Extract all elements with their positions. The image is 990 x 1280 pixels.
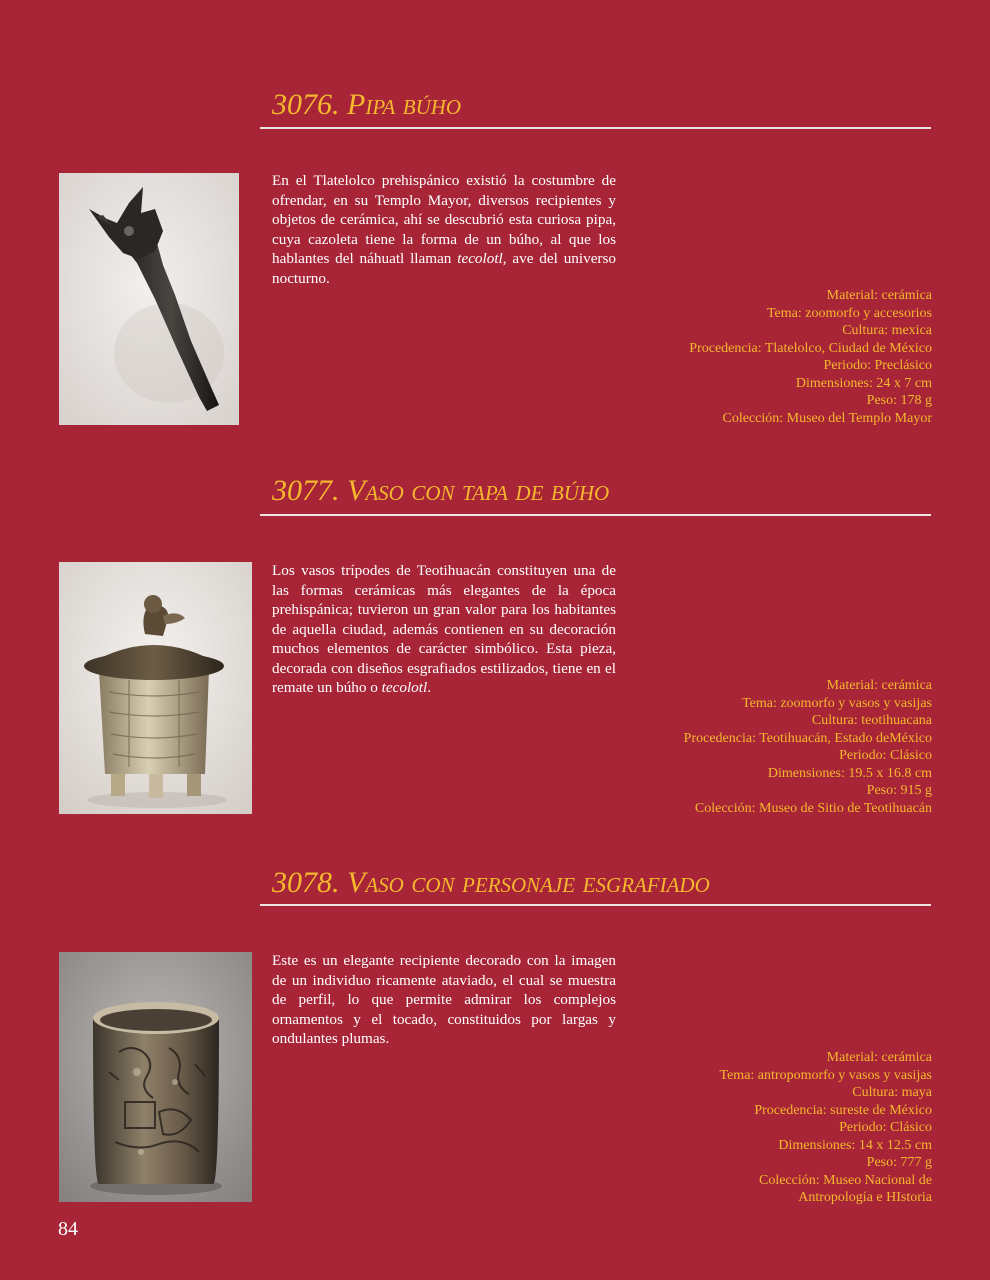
meta-peso: Peso: 915 g: [866, 783, 932, 798]
description-text: Los vasos trípodes de Teotihuacán constituyen una de las formas cerámicas más elegantes de la época prehispánica; tuvieron un gran valor para los habitantes de aquella ciudad, además contienen en su decoración muchos elementos de carácter simbólico. Esta pieza, decorada con diseños esgrafiados estilizados, tiene en el remate un búho o: [272, 562, 616, 696]
description-italic: tecolotl: [457, 250, 503, 267]
meta-periodo: Periodo: Clásico: [839, 1120, 932, 1135]
title-rest: aso con personaje esgrafiado: [365, 866, 710, 899]
entry-title-text: [347, 866, 710, 899]
title-initial: V: [347, 474, 366, 507]
description-text: Este es un elegante recipiente decorado con la imagen de un individuo ricamente ataviado, el cual se muestra de perfil, lo que permite admirar los complejos ornamentos y el tocado, constituidos por largas y ondulantes plumas.: [272, 952, 616, 1047]
entry-number: 3076.: [272, 88, 340, 121]
owl-pipe-image: [59, 173, 239, 425]
meta-cultura: Cultura: teotihuacana: [811, 713, 932, 728]
meta-procedencia: Procedencia: Teotihuacán, Estado deMéxico: [683, 730, 932, 746]
meta-material: Material: cerámica: [826, 288, 932, 303]
meta-material: Material: cerámica: [826, 678, 932, 693]
meta-coleccion: Colección: Museo Nacional de: [758, 1172, 932, 1188]
entry-title: [272, 866, 710, 900]
meta-procedencia: Procedencia: Tlatelolco, Ciudad de México: [689, 340, 932, 356]
entry-title-text: [347, 88, 461, 121]
vessel-photo: [59, 562, 252, 814]
entry-description: [272, 171, 616, 288]
title-rest: aso con tapa de búho: [365, 474, 610, 507]
tripod-vessel-image: [59, 562, 252, 814]
description-text-end: , ave del universo nocturno.: [272, 250, 616, 287]
meta-peso: Peso: 777 g: [866, 1155, 932, 1170]
meta-coleccion-cont: Antropología e HIstoria: [798, 1190, 932, 1205]
meta-coleccion: Colección: Museo del Templo Mayor: [722, 410, 932, 426]
meta-coleccion: Colección: Museo de Sitio de Teotihuacán: [694, 800, 932, 816]
meta-tema: Tema: zoomorfo y vasos y vasijas: [742, 695, 932, 711]
entry-title: [272, 474, 609, 508]
entry-metadata: [532, 287, 932, 427]
maya-vessel-photo: [59, 952, 252, 1202]
title-rest: ipa búho: [365, 88, 462, 121]
meta-dimensiones: Dimensiones: 14 x 12.5 cm: [778, 1137, 932, 1153]
entry-title: [272, 88, 461, 122]
title-initial: V: [347, 866, 366, 899]
description-text: En el Tlatelolco prehispánico existió la costumbre de ofrendar, en su Templo Mayor, diversos recipientes y objetos de cerámica, ahí se descubrió esta curiosa pipa, cuya cazoleta tiene la forma de un búho, al que los hablantes del náhuatl llaman: [272, 172, 616, 267]
page-number: 84: [58, 1218, 78, 1240]
maya-vessel-image: [59, 952, 252, 1202]
meta-cultura: Cultura: maya: [852, 1085, 932, 1100]
meta-periodo: Periodo: Preclásico: [823, 358, 932, 373]
description-text-end: .: [427, 679, 432, 696]
entry-description: [272, 951, 616, 1049]
meta-procedencia: Procedencia: sureste de México: [754, 1102, 932, 1118]
meta-periodo: Periodo: Clásico: [839, 748, 932, 763]
entry-number: 3077.: [272, 474, 340, 507]
meta-tema: Tema: zoomorfo y accesorios: [766, 305, 932, 321]
meta-dimensiones: Dimensiones: 19.5 x 16.8 cm: [767, 765, 932, 781]
meta-peso: Peso: 178 g: [866, 393, 932, 408]
title-rule: [260, 127, 931, 129]
entry-number: 3078.: [272, 866, 340, 899]
entry-title-text: [347, 474, 609, 507]
meta-cultura: Cultura: mexica: [842, 323, 932, 338]
title-rule: [260, 904, 931, 906]
meta-dimensiones: Dimensiones: 24 x 7 cm: [795, 375, 932, 391]
meta-tema: Tema: antropomorfo y vasos y vasijas: [719, 1067, 932, 1083]
description-italic: tecolotl: [381, 679, 428, 696]
title-initial: P: [347, 88, 366, 121]
meta-material: Material: cerámica: [826, 1050, 932, 1065]
pipe-photo: [59, 173, 239, 425]
entry-metadata: [532, 677, 932, 817]
entry-metadata: [532, 1049, 932, 1207]
title-rule: [260, 514, 931, 516]
